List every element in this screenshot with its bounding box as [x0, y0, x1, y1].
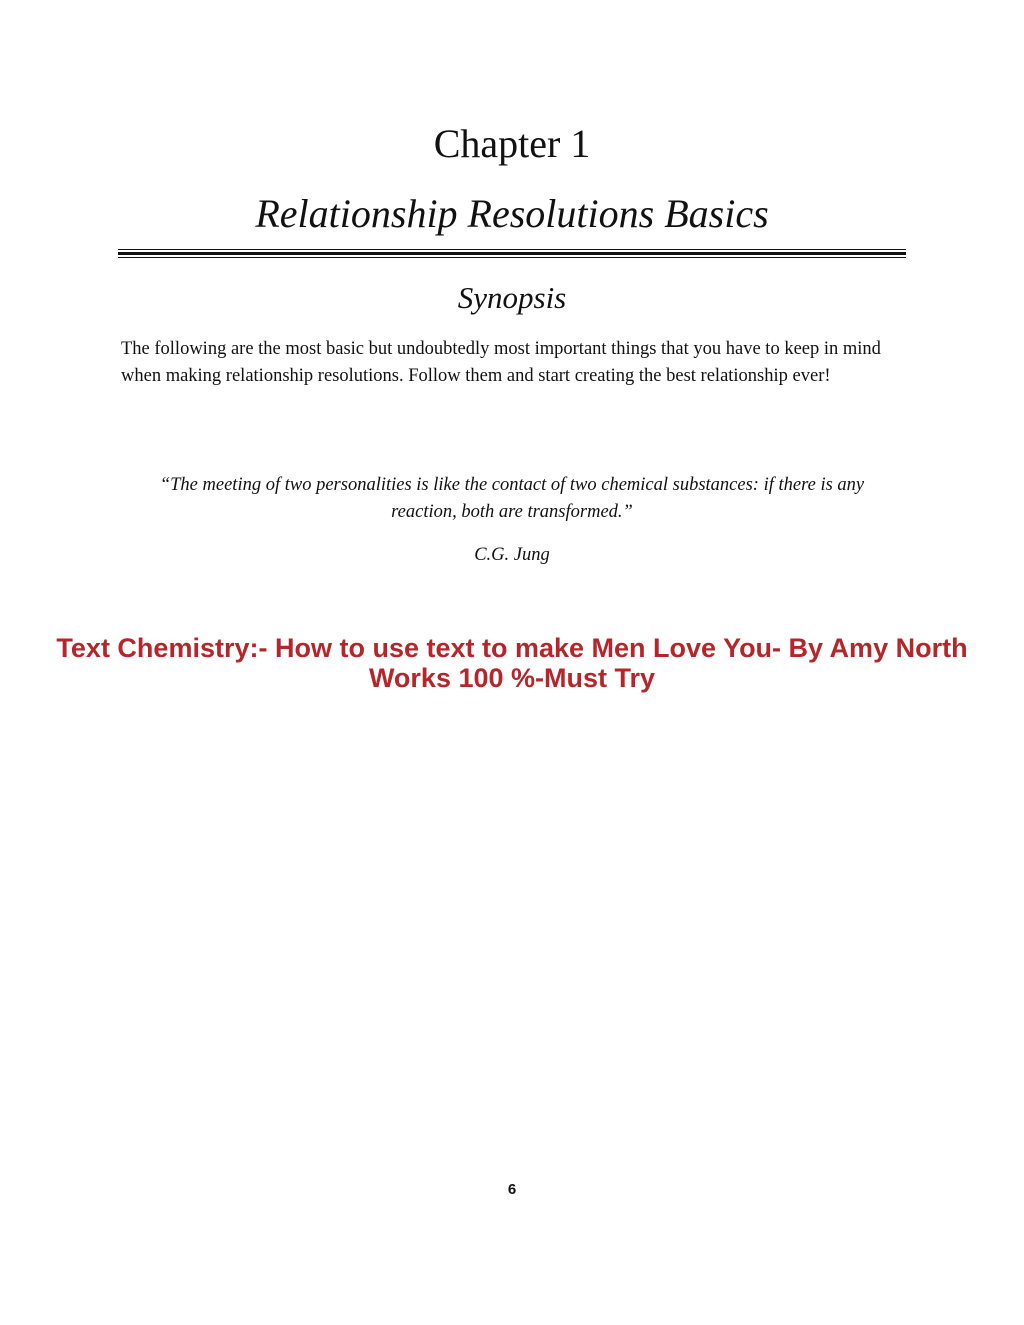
divider-line-middle [118, 252, 906, 255]
quote-author: C.G. Jung [474, 545, 550, 565]
divider-line-bottom [118, 257, 906, 258]
title-divider [118, 249, 906, 261]
chapter-number: Chapter 1 [433, 121, 591, 166]
synopsis-heading: Synopsis [457, 280, 567, 315]
divider-line-top [118, 249, 906, 250]
quote-text: “The meeting of two personalities is like the contact of two chemical substances: if there is any reaction, both are transformed.” [159, 475, 865, 522]
synopsis-paragraph: The following are the most basic but undoubtedly most important things that you have to keep in mind when making relationship resolutions. Follow them and start creating the best relationship ever! [121, 339, 881, 386]
promo-link[interactable]: Text Chemistry:- How to use text to make Men Love You- By Amy North Works 100 %-Must Try [56, 633, 968, 693]
page-number: 6 [507, 1181, 517, 1198]
chapter-title: Relationship Resolutions Basics [255, 191, 769, 236]
